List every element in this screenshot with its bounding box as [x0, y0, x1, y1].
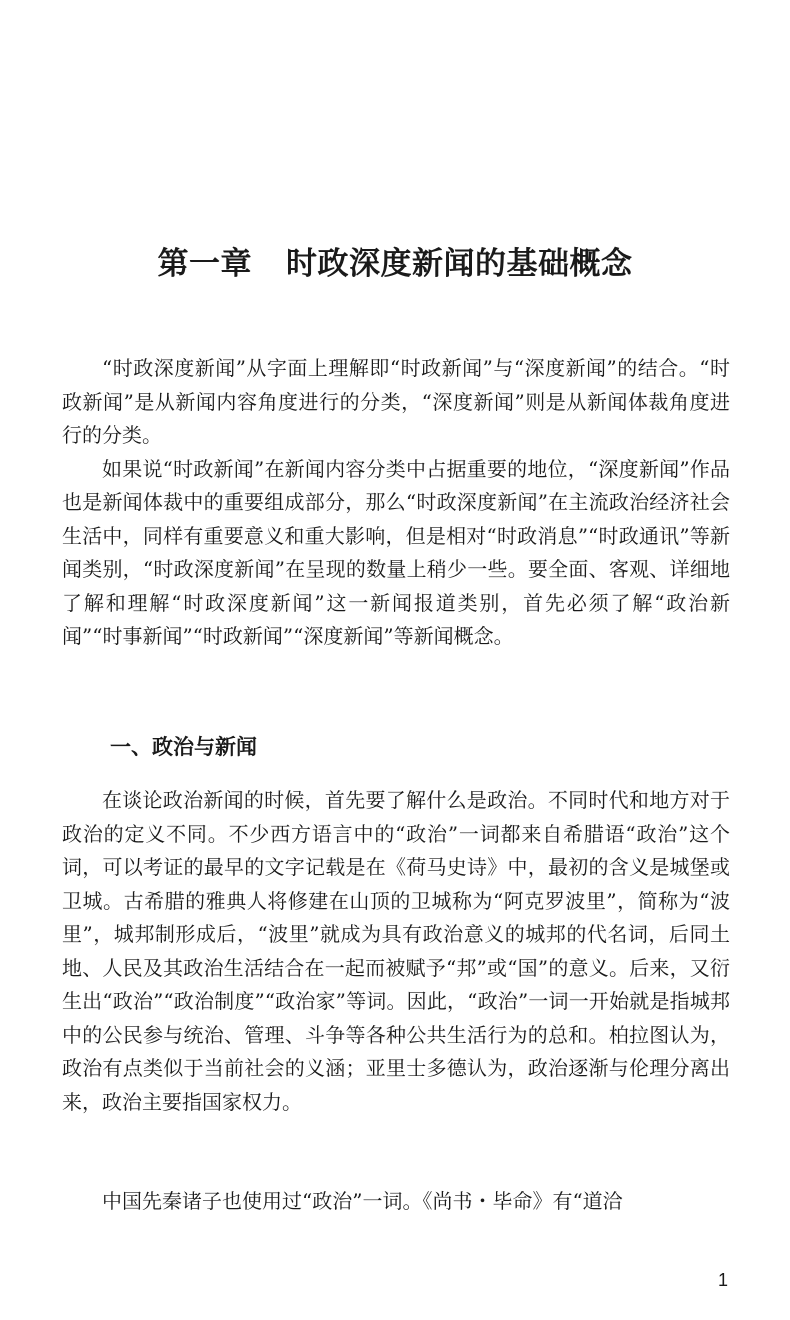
intro-paragraph-1: “时政深度新闻”从字面上理解即“时政新闻”与“深度新闻”的结合。“时政新闻”是从新闻内容角度进行的分类，“深度新闻”则是从新闻体裁角度进行的分类。: [62, 356, 730, 447]
section-heading: 一、政治与新闻: [110, 735, 257, 759]
section-paragraph-2: 中国先秦诸子也使用过“政治”一词。《尚书・毕命》有“道洽: [102, 1189, 623, 1213]
chapter-title-text: 时政深度新闻的基础概念: [286, 246, 633, 282]
chapter-number: 第一章: [157, 246, 252, 282]
page-number: 1: [717, 1270, 728, 1290]
section-paragraph-1: 在谈论政治新闻的时候，首先要了解什么是政治。不同时代和地方对于政治的定义不同。不少西方语言中的“政治”一词都来自希腊语“政治”这个词，可以考证的最早的文字记载是在《荷马史诗》中，最初的含义是城堡或卫城。古希腊的雅典人将修建在山顶的卫城称为“阿克罗波里”，简称为“波里”，城邦制形成后，“波里”就成为具有政治意义的城邦的代名词，后同土地、人民及其政治生活结合在一起而被赋予“邦”或“国”的意义。后来，又衍生出“政治”“政治制度”“政治家”等词。因此，“政治”一词一开始就是指城邦中的公民参与统治、管理、斗争等各种公共生活行为的总和。柏拉图认为，政治有点类似于当前社会的义涵；亚里士多德认为，政治逐渐与伦理分离出来，政治主要指国家权力。: [62, 788, 730, 1114]
chapter-title: [0, 242, 790, 286]
intro-paragraph-2: 如果说“时政新闻”在新闻内容分类中占据重要的地位，“深度新闻”作品也是新闻体裁中的重要组成部分，那么“时政深度新闻”在主流政治经济社会生活中，同样有重要意义和重大影响，但是相对“时政消息”“时政通讯”等新闻类别，“时政深度新闻”在呈现的数量上稍少一些。要全面、客观、详细地了解和理解“时政深度新闻”这一新闻报道类别，首先必须了解“政治新闻”“时事新闻”“时政新闻”“深度新闻”等新闻概念。: [62, 456, 730, 648]
